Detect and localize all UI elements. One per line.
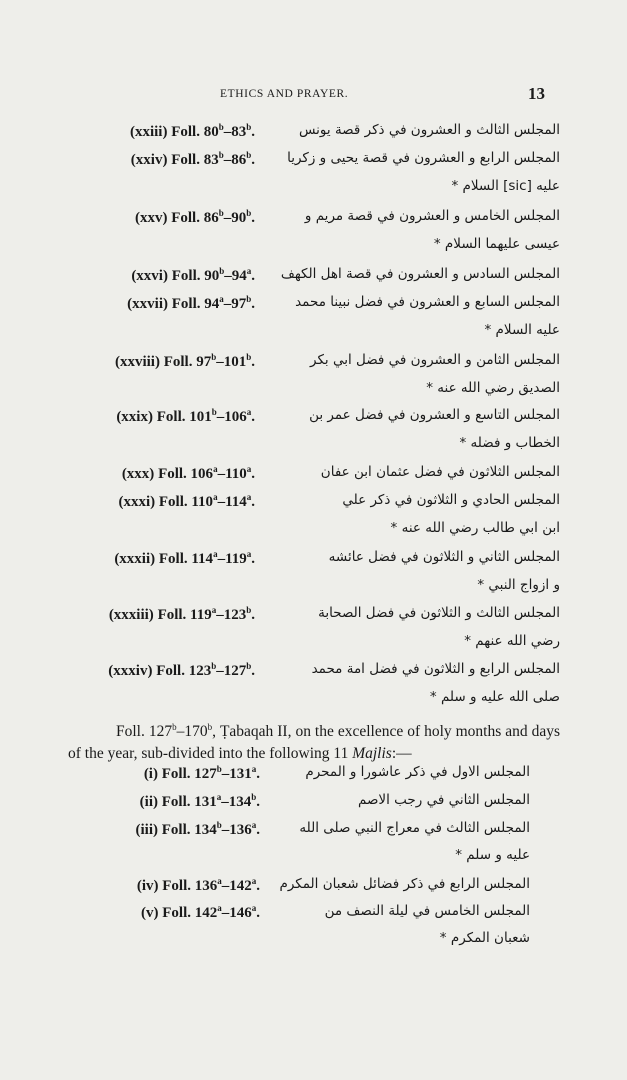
folio-end: –134 [221, 794, 252, 810]
arabic-title: المجلس الثالث في معراج النبي صلى الله [299, 820, 530, 836]
arabic-title: المجلس الخامس و العشرون في قصة مريم و [304, 208, 560, 224]
folio-end-side: b [251, 792, 257, 802]
arabic-title-continuation: عليه السلام * [484, 322, 560, 338]
arabic-title-continuation: شعبان المكرم * [439, 930, 530, 946]
folio-end-dot: . [251, 409, 255, 425]
folio-start: Foll. 123 [156, 663, 212, 679]
folio-start-side: a [213, 464, 218, 474]
folio-start: Foll. 134 [161, 822, 217, 838]
entry-number: (xxix) [116, 409, 157, 425]
folio-end-dot: . [256, 878, 260, 894]
entry-number: (xxv) [134, 210, 172, 226]
entry-number: (v) [141, 905, 163, 921]
folio-start-side: a [213, 492, 218, 502]
folio-end: –136 [221, 822, 252, 838]
folio-end-side: b [246, 352, 252, 362]
folio-start: Foll. 142 [162, 905, 218, 921]
arabic-title: المجلس الثلاثون في فضل عثمان ابن عفان [320, 464, 560, 480]
folio-end: –86 [223, 152, 247, 168]
folio-end: –94 [224, 268, 247, 284]
folio-end-dot: . [256, 794, 260, 810]
folio-end: –110 [217, 466, 247, 482]
page-number: 13 [528, 84, 545, 103]
folio-end-dot: . [256, 766, 260, 782]
folio-end: –97 [223, 296, 247, 312]
arabic-title-continuation: الخطاب و فضله * [459, 435, 560, 451]
folio-end: –123 [216, 607, 247, 623]
arabic-title-continuation: عيسى عليهما السلام * [433, 236, 560, 252]
folio-end: –101 [216, 354, 247, 370]
folio-end-side: a [246, 549, 252, 559]
entry-number: (xxviii) [114, 354, 164, 370]
folio-start-side: b [218, 208, 224, 218]
entry-number: (xxxii) [114, 551, 159, 567]
folio-start-side: b [211, 661, 217, 671]
folio-start: Foll. 83 [171, 152, 219, 168]
folio-end-dot: . [251, 663, 255, 679]
entry-number: (xxiii) [129, 124, 172, 140]
folio-start: Foll. 110 [158, 494, 214, 510]
entry-number: (iv) [136, 878, 163, 894]
arabic-title: المجلس الحادي و الثلاثون في ذكر علي [342, 492, 560, 508]
entry-number: (i) [143, 766, 162, 782]
folio-start-side: b [219, 266, 225, 276]
arabic-title-continuation: صلى الله عليه و سلم * [429, 689, 560, 705]
folio-end-side: b [246, 150, 252, 160]
arabic-title: المجلس الرابع في ذكر فضائل شعبان المكرم [279, 876, 530, 892]
arabic-title: المجلس السابع و العشرون في فضل نبينا محمد [295, 294, 560, 310]
folio-start-side: b [218, 150, 224, 160]
entry-number: (xxvi) [131, 268, 172, 284]
folio-end-side: a [246, 266, 252, 276]
arabic-title: المجلس الثاني و الثلاثون في فضل عائشه [328, 549, 560, 565]
arabic-title-continuation: رضي الله عنهم * [464, 633, 560, 649]
arabic-title: المجلس الرابع و العشرون في قصة يحيى و زكريا [287, 150, 560, 166]
folio-start: Foll. 136 [162, 878, 218, 894]
folio-start: Foll. 94 [171, 296, 220, 312]
folio-end-side: b [246, 208, 252, 218]
tabaqah-paragraph: Foll. 127$^b$–170$^b$, Ṭabaqah II, on the excellence of holy months and days of the year, sub-divided into the following 11 Majlis:— [68, 722, 560, 763]
entry-number: (xxxiii) [108, 607, 158, 623]
folio-end-dot: . [251, 354, 255, 370]
entry-number: (xxxiv) [108, 663, 157, 679]
folio-start-side: a [213, 549, 218, 559]
arabic-title-continuation: ابن ابي طالب رضي الله عنه * [390, 520, 560, 536]
folio-end: –90 [223, 210, 247, 226]
entry-number: (iii) [135, 822, 162, 838]
entry-number: (xxx) [121, 466, 159, 482]
folio-end: –131 [221, 766, 252, 782]
folio-start: Foll. 90 [171, 268, 220, 284]
folio-end-side: a [246, 492, 252, 502]
folio-start-side: a [216, 792, 222, 802]
folio-start: Foll. 127 [161, 766, 217, 782]
folio-start-side: b [216, 820, 222, 830]
folio-start-side: b [218, 122, 224, 132]
arabic-title: المجلس الثالث و الثلاثون في فضل الصحابة [318, 605, 560, 621]
arabic-title-continuation: عليه [sic] السلام * [451, 178, 560, 194]
folio-end-side: b [246, 605, 252, 615]
arabic-title: المجلس الثالث و العشرون في ذكر قصة يونس [298, 122, 560, 138]
folio-end-side: b [246, 661, 252, 671]
folio-end: –114 [217, 494, 247, 510]
folio-start-side: a [211, 605, 217, 615]
folio-end-side: a [246, 464, 252, 474]
arabic-title: المجلس السادس و العشرون في قصة اهل الكهف [280, 266, 560, 282]
folio-end: –119 [217, 551, 247, 567]
folio-start-side: b [216, 764, 222, 774]
arabic-title: المجلس الخامس في ليلة النصف من [324, 903, 530, 919]
folio-end-dot: . [251, 268, 255, 284]
folio-end-dot: . [251, 210, 255, 226]
folio-end-dot: . [256, 822, 260, 838]
folio-end-dot: . [251, 152, 255, 168]
folio-start: Foll. 131 [161, 794, 217, 810]
arabic-title: المجلس الاول في ذكر عاشورا و المحرم [305, 764, 530, 780]
arabic-title: المجلس التاسع و العشرون في فضل عمر بن [309, 407, 560, 423]
folio-start: Foll. 97 [163, 354, 212, 370]
folio-start-side: a [219, 294, 224, 304]
folio-end: –106 [216, 409, 247, 425]
folio-end-dot: . [251, 494, 255, 510]
folio-end-dot: . [251, 296, 255, 312]
folio-start: Foll. 106 [158, 466, 214, 482]
arabic-title: المجلس الثامن و العشرون في فضل ابي بكر [310, 352, 560, 368]
arabic-title: المجلس الثاني في رجب الاصم [357, 792, 530, 808]
folio-end-side: b [246, 122, 252, 132]
folio-start-side: b [211, 407, 217, 417]
folio-end-dot: . [251, 607, 255, 623]
folio-end-side: a [251, 876, 257, 886]
folio-start: Foll. 80 [171, 124, 219, 140]
folio-start: Foll. 101 [156, 409, 212, 425]
arabic-title-continuation: الصديق رضي الله عنه * [426, 380, 560, 396]
entry-number: (xxiv) [130, 152, 172, 168]
folio-start: Foll. 119 [157, 607, 212, 623]
arabic-title: المجلس الرابع و الثلاثون في فضل امة محمد [311, 661, 560, 677]
entry-number: (xxxi) [118, 494, 159, 510]
entry-number: (ii) [139, 794, 162, 810]
folio-start: Foll. 86 [171, 210, 219, 226]
folio-start-side: a [217, 903, 222, 913]
folio-start-side: b [211, 352, 217, 362]
folio-end-side: a [251, 903, 257, 913]
entry-number: (xxvii) [127, 296, 172, 312]
folio-end-dot: . [251, 124, 255, 140]
folio-end-dot: . [251, 466, 255, 482]
folio-end-side: b [246, 294, 252, 304]
folio-end-dot: . [251, 551, 255, 567]
folio-end: –146 [221, 905, 252, 921]
folio-start: Foll. 114 [158, 551, 214, 567]
folio-start-side: a [217, 876, 222, 886]
arabic-title-continuation: عليه و سلم * [455, 847, 530, 863]
running-header: ETHICS AND PRAYER. [220, 88, 349, 100]
folio-end-side: a [251, 820, 257, 830]
folio-end-dot: . [256, 905, 260, 921]
folio-end: –83 [223, 124, 247, 140]
folio-end-side: a [246, 407, 252, 417]
folio-end: –142 [221, 878, 252, 894]
folio-end-side: a [251, 764, 257, 774]
folio-end: –127 [216, 663, 247, 679]
arabic-title-continuation: و ازواج النبي * [477, 577, 560, 593]
